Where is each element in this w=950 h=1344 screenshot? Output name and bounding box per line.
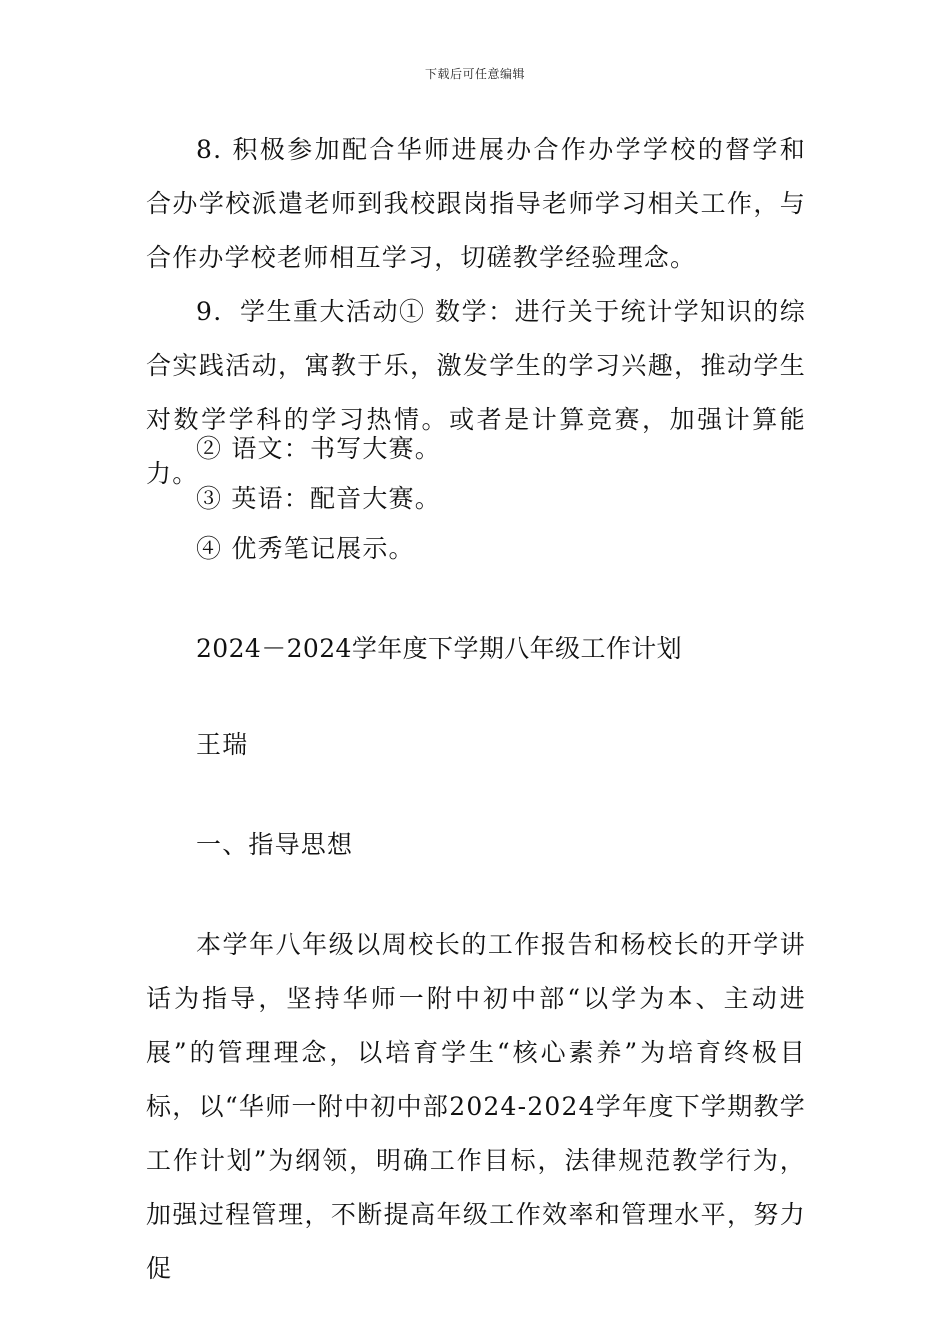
paragraph-item-9: 9．学生重大活动① 数学：进行关于统计学知识的综合实践活动，寓教于乐，激发学生的学习兴趣，推动学生对数学学科的学习热情。或者是计算竞赛，加强计算能力。 <box>146 297 806 488</box>
activity-english-dubbing: ③ 英语：配音大赛。 <box>196 484 441 513</box>
page-header-note: 下载后可任意编辑 <box>424 67 525 81</box>
document-title: 2024－2024学年度下学期八年级工作计划 <box>196 634 683 663</box>
activity-notes-display: ④ 优秀笔记展示。 <box>196 534 415 563</box>
author-name: 王瑞 <box>196 730 249 759</box>
paragraph-item-8: 8. 积极参加配合华师进展办合作办学学校的督学和合办学校派遣老师到我校跟岗指导老师学习相关工作，与合作办学校老师相互学习，切磋教学经验理念。 <box>146 135 806 272</box>
activity-chinese-writing: ② 语文：书写大赛。 <box>196 434 441 463</box>
section-heading: 一、指导思想 <box>196 830 354 859</box>
paragraph-guiding-ideology: 本学年八年级以周校长的工作报告和杨校长的开学讲话为指导，坚持华师一附中初中部“以学为本、主动进展”的管理理念，以培育学生“核心素养”为培育终极目标，以“华师一附中初中部2024-2024学年度下学期教学工作计划”为纲领，明确工作目标，法律规范教学行为，加强过程管理，不断提高年级工作效率和管理水平，努力促 <box>146 930 806 1283</box>
